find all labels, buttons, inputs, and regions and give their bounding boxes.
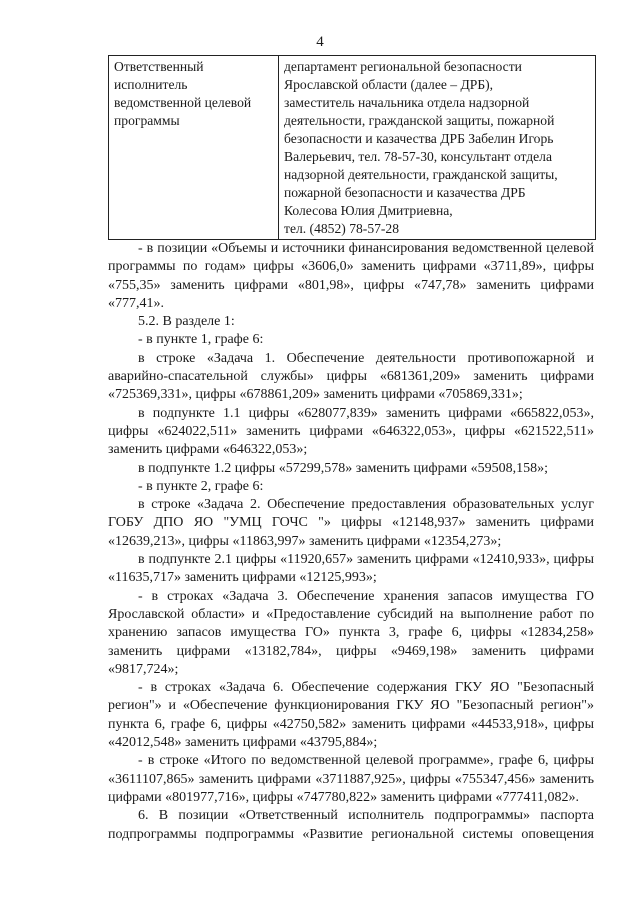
page-number: 4 xyxy=(316,34,324,50)
responsible-executor-table xyxy=(108,55,596,240)
paragraph-item-heading: - в пункте 1, графе 6: xyxy=(138,332,264,348)
paragraph-subitem-1-1: в подпункте 1.1 цифры «628077,839» заменить цифрами «665822,053», цифры «624022,511» заменить цифрами «646322,053», цифры «621522,511» заменить цифрами «646322,053»; xyxy=(108,405,594,458)
paragraph-subitem-2-1: в подпункте 2.1 цифры «11920,657» заменить цифрами «12410,933», цифры «11635,717» заменить цифрами «12125,993»; xyxy=(108,552,594,586)
table-row xyxy=(109,56,596,240)
paragraph-section-heading: 5.2. В разделе 1: xyxy=(138,314,235,330)
paragraph-task-6: - в строках «Задача 6. Обеспечение содержания ГКУ ЯО "Безопасный регион"» и «Обеспечение функционирования ГКУ ЯО "Безопасный регион"» пункта 6, графе 6, цифры «42750,582» заменить цифрами «44533,918», цифры «42012,548» заменить цифрами «43795,884»; xyxy=(108,680,594,751)
paragraph-item-heading: - в пункте 2, графе 6: xyxy=(138,478,264,494)
table-label-line: исполнитель xyxy=(114,77,188,92)
paragraph-financing-position: - в позиции «Объемы и источники финансирования ведомственной целевой программы по годам» цифры «3606,0» заменить цифрами «3711,89», цифры «755,35» заменить цифрами «801,98», цифры «747,78» заменить цифрами «777,41». xyxy=(108,241,594,311)
paragraph-item-6: 6. В позиции «Ответственный исполнитель подпрограммы» паспорта подпрограммы подпрограммы «Развитие региональной системы оповещения xyxy=(108,808,594,842)
table-value-line: Валерьевич, тел. 78-57-30, консультант отдела xyxy=(284,149,552,164)
table-label-line: ведомственной целевой xyxy=(114,95,252,110)
table-value-line: заместитель начальника отдела надзорной xyxy=(284,95,530,110)
table-value-line: пожарной безопасности и казачества ДРБ xyxy=(284,185,526,200)
paragraph-task-2: в строке «Задача 2. Обеспечение предоставления образовательных услуг ГОБУ ДПО ЯО "УМЦ ГОЧС "» цифры «12148,937» заменить цифрами «12639,213», цифры «11863,997» заменить цифрами «12354,273»; xyxy=(108,497,594,549)
table-value-line: деятельности, гражданской защиты, пожарной xyxy=(284,113,555,128)
paragraph-task-1: в строке «Задача 1. Обеспечение деятельности противопожарной и аварийно-спасательной службы» цифры «681361,209» заменить цифрами «725369,331», цифры «678861,209» заменить цифрами «705869,331»; xyxy=(108,350,594,403)
table-value-cell xyxy=(279,56,596,240)
table-value-line: тел. (4852) 78-57-28 xyxy=(284,221,400,236)
table-label-line: Ответственный xyxy=(114,59,204,74)
table-label-line: программы xyxy=(114,113,180,128)
table-value-line: надзорной деятельности, гражданской защиты, xyxy=(284,167,558,182)
table-value-line: департамент региональной безопасности xyxy=(284,59,522,74)
table-label-cell xyxy=(109,56,279,240)
document-body xyxy=(108,240,594,844)
table-value-line: безопасности и казачества ДРБ Забелин Игорь xyxy=(284,131,554,146)
table-value-line: Колесова Юлия Дмитриевна, xyxy=(284,203,453,218)
paragraph-task-3: - в строках «Задача 3. Обеспечение хранения запасов имущества ГО Ярославской области» и «Предоставление субсидий на выполнение работ по хранению запасов имущества ГО» пункта 3, графе 6, цифры «12834,258» заменить цифрами «13182,784», цифры «9469,198» заменить цифрами «9817,724»; xyxy=(108,588,594,677)
paragraph-total: - в строке «Итого по ведомственной целевой программе», графе 6, цифры «3611107,865» заменить цифрами «3711887,925», цифры «755347,456» заменить цифрами «801977,716», цифры «747780,822» заменить цифрами «777411,082». xyxy=(108,753,594,805)
paragraph-subitem-1-2: в подпункте 1.2 цифры «57299,578» заменить цифрами «59508,158»; xyxy=(138,460,549,476)
table-value-line: Ярославской области (далее – ДРБ), xyxy=(284,77,494,92)
